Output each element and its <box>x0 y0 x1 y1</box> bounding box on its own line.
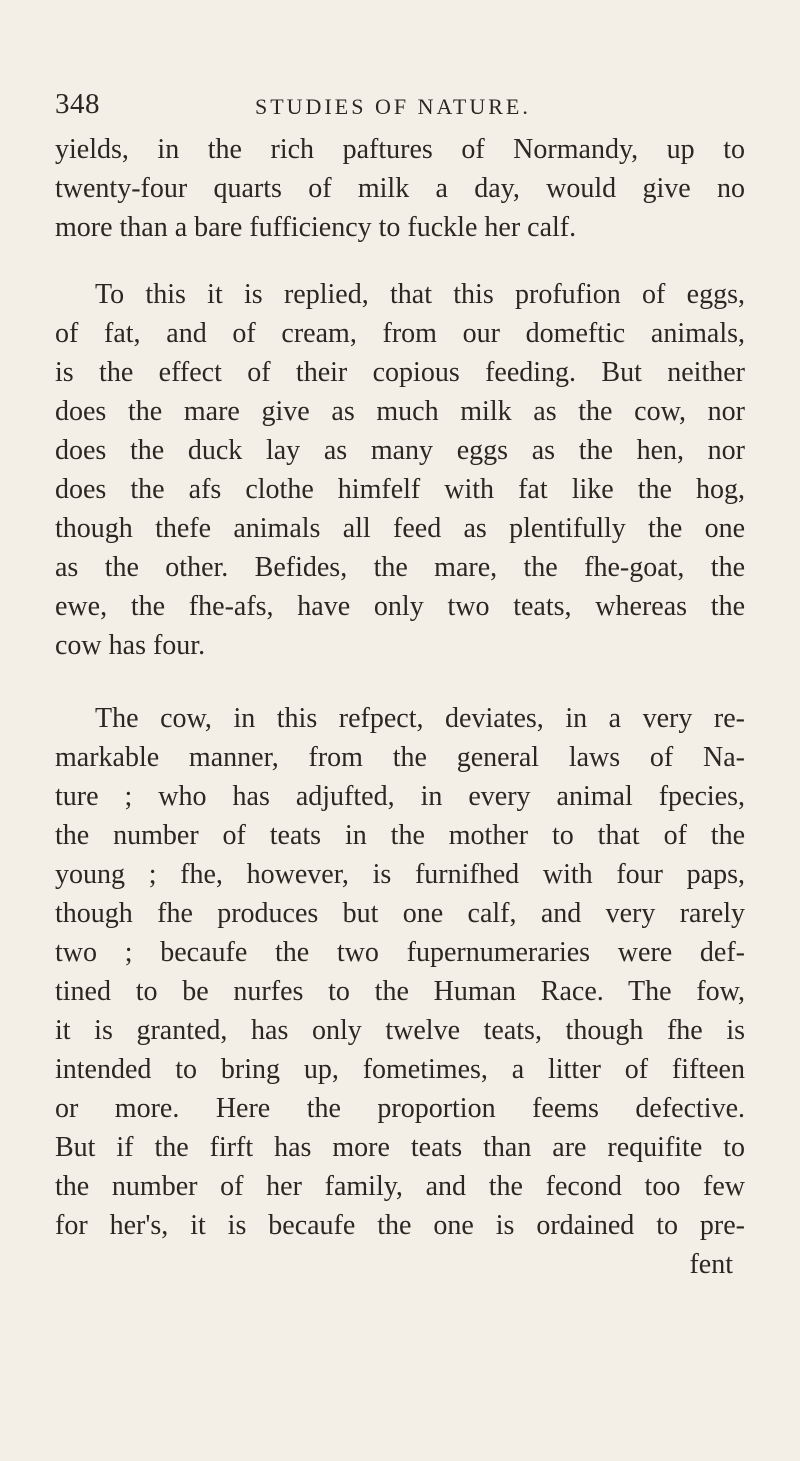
text-line: two ; becaufe the two fupernumeraries were def- <box>55 937 745 968</box>
paragraph-3 <box>55 699 745 1245</box>
running-head: STUDIES OF NATURE. <box>255 94 531 119</box>
page-number: 348 <box>55 88 100 120</box>
text-line: The cow, in this refpect, deviates, in a very re- <box>95 703 745 734</box>
text-line: of fat, and of cream, from our domeftic animals, <box>55 318 745 349</box>
text-line: intended to bring up, fometimes, a litter of fifteen <box>55 1054 745 1085</box>
paragraph-1 <box>55 130 745 247</box>
text-line: To this it is replied, that this profufion of eggs, <box>95 279 745 310</box>
body-text <box>55 130 745 1284</box>
text-line: or more. Here the proportion feems defective. <box>55 1093 745 1124</box>
text-line: though fhe produces but one calf, and very rarely <box>55 898 745 929</box>
text-line: it is granted, has only twelve teats, though fhe is <box>55 1015 745 1046</box>
text-line: though thefe animals all feed as plentifully the one <box>55 513 745 544</box>
text-line: does the duck lay as many eggs as the hen, nor <box>55 435 745 466</box>
text-line: does the mare give as much milk as the cow, nor <box>55 396 745 427</box>
text-line: cow has four. <box>55 630 206 661</box>
text-line: does the afs clothe himfelf with fat like the hog, <box>55 474 745 505</box>
text-line: the number of her family, and the fecond too few <box>55 1171 745 1202</box>
text-line: the number of teats in the mother to that of the <box>55 820 745 851</box>
text-line: young ; fhe, however, is furnifhed with four paps, <box>55 859 745 890</box>
text-line: more than a bare fufficiency to fuckle her calf. <box>55 212 577 243</box>
text-line: markable manner, from the general laws of Na- <box>55 742 745 773</box>
text-line: for her's, it is becaufe the one is ordained to pre- <box>55 1210 745 1241</box>
catchword: fent <box>689 1249 733 1280</box>
text-line: yields, in the rich paftures of Normandy, up to <box>55 134 745 165</box>
page-header <box>55 80 745 130</box>
text-line: But if the firft has more teats than are requifite to <box>55 1132 745 1163</box>
text-line: as the other. Befides, the mare, the fhe-goat, the <box>55 552 745 583</box>
text-line: tined to be nurfes to the Human Race. The fow, <box>55 976 745 1007</box>
text-line: ewe, the fhe-afs, have only two teats, whereas the <box>55 591 745 622</box>
text-line: ture ; who has adjufted, in every animal fpecies, <box>55 781 745 812</box>
text-line: twenty-four quarts of milk a day, would give no <box>55 173 745 204</box>
paragraph-2 <box>55 275 745 665</box>
text-line: is the effect of their copious feeding. But neither <box>55 357 745 388</box>
